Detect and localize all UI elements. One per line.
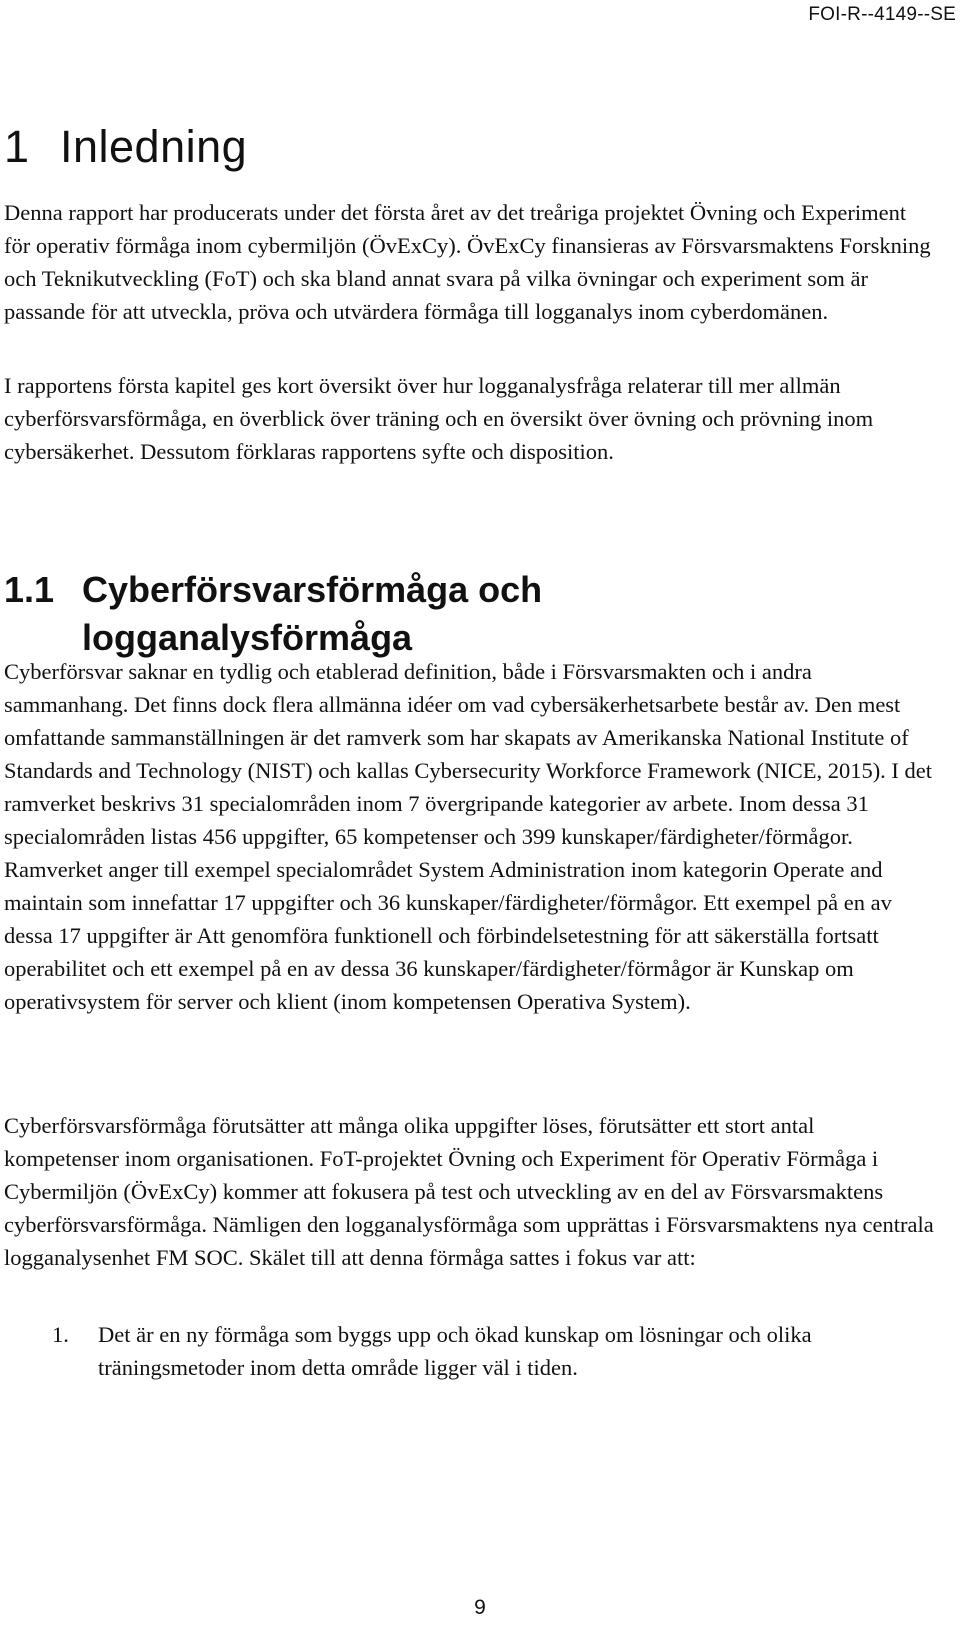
body-paragraph: Cyberförsvarsförmåga förutsätter att många olika uppgifter löses, förutsätter ett stort antal kompetenser inom organisationen. FoT-projektet Övning och Experiment för Operativ Förmåga i Cybermiljön (ÖvExCy) kommer att fokusera på test och utveckling av en del av Försvarsmaktens cyberförsvarsförmåga. Nämligen den logganalysförmåga som upprättas i Försvarsmaktens nya centrala logganalysenhet FM SOC. Skälet till att denna förmåga sattes i fokus var att: [4, 1113, 934, 1270]
chapter-overview-paragraph: I rapportens första kapitel ges kort översikt över hur logganalysfråga relaterar till mer allmän cyberförsvarsförmåga, en överblick över träning och en översikt över övning och prövning inom cybersäkerhet. Dessutom förklaras rapportens syfte och disposition. [4, 373, 874, 464]
subsection-number: 1.1 [4, 569, 55, 610]
section-number: 1 [4, 121, 30, 172]
body-paragraph: Cyberförsvar saknar en tydlig och etablerad definition, både i Försvarsmakten och i andra sammanhang. Det finns dock flera allmänna idéer om vad cybersäkerhetsarbete består av. Den mest omfattande sammanställningen är det ramverk som har skapats av Amerikanska National Institute of Standards and Technology (NIST) och kallas Cybersecurity Workforce Framework (NICE, 2015). I det ramverket beskrivs 31 specialområden inom 7 övergripande kategorier av arbete. Inom dessa 31 specialområden listas 456 uppgifter, 65 kompetenser och 399 kunskaper/färdigheter/förmågor. Ramverket anger till exempel specialområdet System Administration inom kategorin Operate and maintain som innefattar 17 uppgifter och 36 kunskaper/färdigheter/förmågor. Ett exempel på en av dessa 17 uppgifter är Att genomföra funktionell och förbindelsetestning för att säkerställa fortsatt operabilitet och ett exempel på en av dessa 36 kunskaper/färdigheter/förmågor är Kunskap om operativsystem för server och klient (inom kompetensen Operativa System). [4, 659, 933, 1014]
intro-paragraph: Denna rapport har producerats under det första året av det treåriga projektet Övning och Experiment för operativ förmåga inom cybermiljön (ÖvExCy). ÖvExCy finansieras av Försvarsmaktens Forskning och Teknikutveckling (FoT) och ska bland annat svara på vilka övningar och experiment som är passande för att utveckla, pröva och utvärdera förmåga till logganalys inom cyberdomänen. [4, 200, 931, 324]
subsection-title: Cyberförsvarsförmåga och logganalysförmåga [82, 569, 543, 658]
numbered-list [4, 1318, 924, 1384]
list-item [4, 1318, 924, 1384]
list-marker: 1. [52, 1322, 69, 1347]
document-id: FOI-R--4149--SE [808, 4, 956, 25]
list-item-text: Det är en ny förmåga som byggs upp och ökad kunskap om lösningar och olika träningsmetoder inom detta område ligger väl i tiden. [98, 1322, 812, 1380]
section-title: Inledning [60, 121, 248, 172]
page-number: 9 [474, 1596, 486, 1619]
section-heading [4, 121, 248, 172]
subsection-heading [4, 566, 904, 662]
